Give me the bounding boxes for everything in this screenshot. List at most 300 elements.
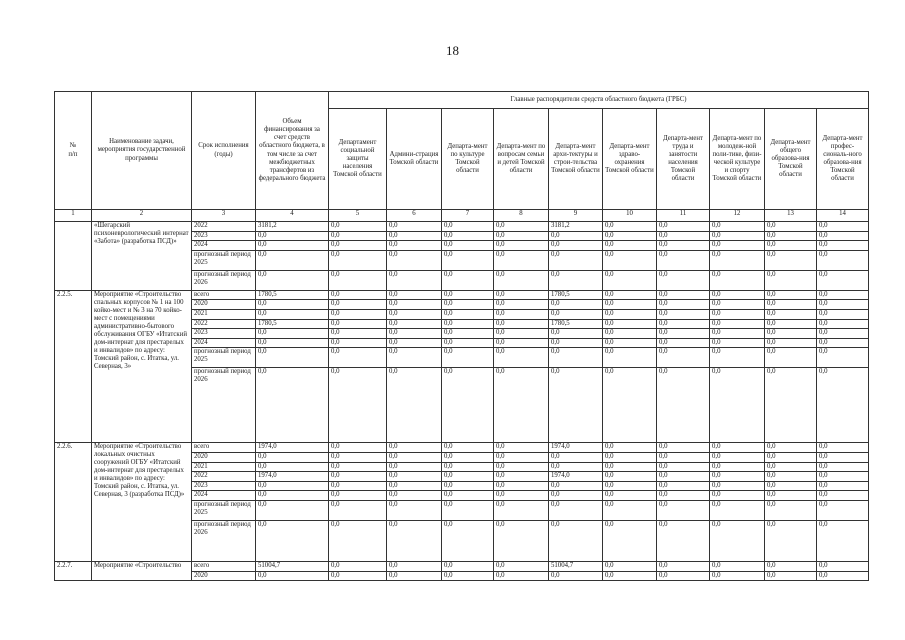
row-term: 2020 [192,452,256,462]
row-term: 2020 [192,300,256,310]
row-value: 0,0 [494,329,549,339]
row-value: 0,0 [494,270,549,290]
row-value: 0,0 [442,571,494,581]
row-value: 0,0 [657,270,710,290]
row-value: 0,0 [603,561,657,571]
row-value: 0,0 [387,481,442,491]
row-value: 0,0 [387,319,442,329]
column-number: 1 [55,210,92,222]
header-grbs-9: Департа-мент общего образова-ния Томской области [765,109,817,210]
row-value: 0,0 [657,481,710,491]
column-number: 13 [765,210,817,222]
row-term: всего [192,443,256,453]
row-value: 0,0 [710,290,765,300]
row-value: 0,0 [494,462,549,472]
row-value: 0,0 [710,329,765,339]
row-value: 0,0 [256,571,329,581]
row-value: 0,0 [817,329,869,339]
column-number: 10 [603,210,657,222]
row-value: 0,0 [387,368,442,443]
row-value: 0,0 [765,491,817,501]
row-value: 0,0 [603,452,657,462]
column-number: 2 [92,210,192,222]
column-number: 14 [817,210,869,222]
row-value: 0,0 [329,348,387,368]
row-value: 0,0 [387,222,442,232]
row-value: 0,0 [387,329,442,339]
row-value: 0,0 [387,561,442,571]
row-value: 0,0 [549,231,603,241]
row-name: Мероприятие «Строительство [92,561,192,580]
row-value: 0,0 [710,443,765,453]
header-grbs-2: Админи-страция Томской области [387,109,442,210]
financing-table [54,91,869,581]
row-value: 0,0 [603,270,657,290]
row-term: 2024 [192,338,256,348]
row-value: 0,0 [256,368,329,443]
row-value: 1974,0 [256,443,329,453]
row-value: 0,0 [765,452,817,462]
row-value: 0,0 [657,231,710,241]
row-term: 2022 [192,222,256,232]
row-value: 0,0 [494,231,549,241]
column-number: 11 [657,210,710,222]
row-value: 0,0 [442,309,494,319]
row-value: 0,0 [603,300,657,310]
row-value: 0,0 [387,270,442,290]
row-value: 0,0 [442,250,494,270]
row-value: 0,0 [817,481,869,491]
column-number: 12 [710,210,765,222]
row-value: 0,0 [549,338,603,348]
row-value: 0,0 [765,250,817,270]
row-value: 0,0 [710,309,765,319]
row-value: 0,0 [442,290,494,300]
row-value: 0,0 [603,462,657,472]
row-value: 0,0 [549,368,603,443]
row-value: 0,0 [494,290,549,300]
row-value: 0,0 [329,491,387,501]
page-number: 18 [446,43,459,58]
row-value: 3181,2 [549,222,603,232]
row-value: 0,0 [817,452,869,462]
row-value: 0,0 [603,481,657,491]
row-value: 51004,7 [256,561,329,571]
header-no: № п/п [55,92,92,210]
row-value: 0,0 [329,290,387,300]
row-value: 0,0 [603,319,657,329]
row-value: 0,0 [387,300,442,310]
row-value: 0,0 [603,231,657,241]
row-value: 0,0 [710,338,765,348]
row-value: 0,0 [710,222,765,232]
row-value: 0,0 [817,222,869,232]
row-value: 0,0 [549,481,603,491]
row-value: 0,0 [494,348,549,368]
row-value: 0,0 [387,290,442,300]
header-grbs-5: Департа-мент архи-тектуры и строи-тельства Томской области [549,109,603,210]
row-value: 0,0 [657,241,710,251]
row-value: 0,0 [442,452,494,462]
row-value: 0,0 [710,319,765,329]
row-value: 0,0 [329,443,387,453]
row-value: 0,0 [657,571,710,581]
row-value: 0,0 [817,270,869,290]
row-value: 0,0 [329,452,387,462]
header-name: Наименование задачи, мероприятия государственной программы [92,92,192,210]
header-grbs: Главные распорядители средств областного бюджета (ГРБС) [329,92,869,109]
row-value: 0,0 [817,500,869,520]
row-value: 0,0 [494,520,549,561]
row-value: 0,0 [710,491,765,501]
row-value: 0,0 [817,338,869,348]
row-value: 0,0 [817,231,869,241]
row-value: 0,0 [603,368,657,443]
row-value: 0,0 [329,472,387,482]
column-number: 9 [549,210,603,222]
table-row [55,443,869,453]
row-value: 0,0 [817,491,869,501]
row-value: 0,0 [657,290,710,300]
header-grbs-1: Департамент социальной защиты населения Томской области [329,109,387,210]
row-name: «Шегарский психоневрологический интернат «Забота» (разработка ПСД)» [92,222,192,291]
row-term: всего [192,561,256,571]
row-value: 0,0 [710,520,765,561]
row-value: 0,0 [494,309,549,319]
header-grbs-4: Департа-мент по вопросам семьи и детей Томской области [494,109,549,210]
row-value: 0,0 [442,270,494,290]
row-value: 0,0 [494,250,549,270]
row-value: 51004,7 [549,561,603,571]
row-value: 1780,5 [549,319,603,329]
row-value: 0,0 [657,222,710,232]
row-term: 2024 [192,491,256,501]
row-value: 0,0 [329,329,387,339]
row-value: 1974,0 [549,472,603,482]
row-value: 0,0 [765,231,817,241]
row-value: 0,0 [329,222,387,232]
column-number: 8 [494,210,549,222]
row-value: 0,0 [603,472,657,482]
row-value: 0,0 [329,338,387,348]
row-value: 0,0 [657,491,710,501]
row-value: 0,0 [494,319,549,329]
row-value: 0,0 [329,300,387,310]
row-value: 0,0 [256,452,329,462]
row-value: 0,0 [710,231,765,241]
row-value: 0,0 [442,348,494,368]
row-value: 0,0 [765,300,817,310]
row-value: 0,0 [442,481,494,491]
row-value: 0,0 [817,462,869,472]
header-grbs-7: Департа-мент труда и занятости населения Томской области [657,109,710,210]
row-value: 0,0 [256,462,329,472]
row-value: 0,0 [710,368,765,443]
row-value: 0,0 [442,561,494,571]
row-value: 0,0 [329,561,387,571]
column-number: 3 [192,210,256,222]
row-term: прогнозный период 2026 [192,520,256,561]
row-value: 0,0 [387,241,442,251]
row-code: 2.2.7. [55,561,92,580]
column-number: 7 [442,210,494,222]
row-term: 2020 [192,571,256,581]
row-value: 0,0 [765,443,817,453]
row-value: 0,0 [549,348,603,368]
row-value: 0,0 [765,309,817,319]
row-value: 0,0 [442,241,494,251]
row-value: 3181,2 [256,222,329,232]
row-value: 0,0 [256,338,329,348]
row-value: 0,0 [765,571,817,581]
row-value: 0,0 [256,231,329,241]
row-value: 0,0 [329,571,387,581]
row-value: 0,0 [442,520,494,561]
row-value: 0,0 [603,500,657,520]
row-value: 0,0 [494,338,549,348]
row-value: 0,0 [494,571,549,581]
row-code [55,222,92,291]
row-value: 0,0 [549,270,603,290]
row-value: 0,0 [765,462,817,472]
row-term: 2024 [192,241,256,251]
row-code: 2.2.5. [55,290,92,443]
row-value: 0,0 [442,319,494,329]
row-value: 0,0 [387,452,442,462]
row-value: 0,0 [765,222,817,232]
row-name: Мероприятие «Строительство спальных корпусов № 1 на 100 койко-мест и № 3 на 70 койко-мест с помещениями административно-бытового обслуживания ОГБУ «Итатский дом-интернат для престарелых и инвалидов» по адресу: Томский район, с. Итатка, ул. Северная, 3» [92,290,192,443]
row-value: 0,0 [657,338,710,348]
row-value: 0,0 [765,329,817,339]
row-value: 0,0 [710,300,765,310]
row-value: 0,0 [256,250,329,270]
row-value: 0,0 [657,443,710,453]
row-value: 0,0 [603,520,657,561]
row-value: 0,0 [765,561,817,571]
row-value: 0,0 [442,462,494,472]
row-term: 2021 [192,462,256,472]
row-value: 0,0 [657,319,710,329]
row-value: 0,0 [549,520,603,561]
row-value: 0,0 [256,348,329,368]
header-grbs-8: Департа-мент по молодеж-ной поли-тике, физи-ческой культуре и спорту Томской области [710,109,765,210]
row-value: 0,0 [603,250,657,270]
row-value: 0,0 [657,452,710,462]
row-value: 0,0 [549,452,603,462]
row-value: 0,0 [329,241,387,251]
row-value: 0,0 [710,500,765,520]
row-value: 0,0 [657,348,710,368]
row-value: 0,0 [710,462,765,472]
row-value: 0,0 [657,250,710,270]
row-value: 0,0 [494,222,549,232]
row-value: 0,0 [765,481,817,491]
row-value: 0,0 [387,309,442,319]
row-code: 2.2.6. [55,443,92,562]
row-value: 0,0 [657,500,710,520]
row-value: 0,0 [710,348,765,368]
row-value: 0,0 [494,241,549,251]
row-value: 1780,5 [256,290,329,300]
row-value: 0,0 [549,500,603,520]
row-name: Мероприятие «Строительство локальных очистных сооружений ОГБУ «Итатский дом-интернат для престарелых и инвалидов» по адресу: Томский район, с. Итатка, ул. Северная, 3 (разработка ПСД)» [92,443,192,562]
row-value: 0,0 [329,500,387,520]
row-value: 0,0 [494,368,549,443]
row-value: 1974,0 [549,443,603,453]
header-grbs-3: Департа-мент по культуре Томской области [442,109,494,210]
row-value: 0,0 [817,300,869,310]
row-value: 0,0 [387,491,442,501]
row-value: 0,0 [494,481,549,491]
row-value: 0,0 [603,222,657,232]
row-value: 0,0 [442,222,494,232]
row-value: 0,0 [603,348,657,368]
row-value: 0,0 [765,241,817,251]
row-value: 0,0 [549,309,603,319]
row-value: 0,0 [387,231,442,241]
row-value: 0,0 [710,472,765,482]
row-value: 0,0 [549,462,603,472]
row-value: 0,0 [256,241,329,251]
header-volume: Объем финансирования за счет средств областного бюджета, в том числе за счет межбюджетных трансфертов из федерального бюджета [256,92,329,210]
row-value: 0,0 [329,231,387,241]
row-value: 0,0 [387,348,442,368]
row-term: 2022 [192,472,256,482]
row-value: 0,0 [817,561,869,571]
row-term: 2021 [192,309,256,319]
row-value: 0,0 [329,462,387,472]
row-value: 0,0 [710,250,765,270]
row-value: 0,0 [817,309,869,319]
row-value: 0,0 [710,561,765,571]
row-value: 0,0 [494,491,549,501]
row-value: 0,0 [256,270,329,290]
row-value: 0,0 [603,571,657,581]
row-value: 0,0 [256,300,329,310]
row-term: прогнозный период 2026 [192,270,256,290]
header-grbs-10: Департа-мент профес-сиональ-ного образова-ния Томской области [817,109,869,210]
row-value: 0,0 [765,472,817,482]
row-term: прогнозный период 2026 [192,368,256,443]
row-value: 0,0 [710,571,765,581]
row-value: 0,0 [549,571,603,581]
row-value: 0,0 [765,500,817,520]
row-value: 0,0 [603,443,657,453]
row-value: 0,0 [387,462,442,472]
row-value: 1780,5 [549,290,603,300]
row-value: 0,0 [494,300,549,310]
row-value: 0,0 [494,452,549,462]
row-term: 2022 [192,319,256,329]
row-value: 0,0 [603,329,657,339]
row-value: 0,0 [657,472,710,482]
row-value: 0,0 [765,270,817,290]
row-value: 0,0 [329,270,387,290]
row-term: 2023 [192,329,256,339]
row-value: 0,0 [256,309,329,319]
row-value: 0,0 [387,443,442,453]
row-value: 0,0 [494,443,549,453]
row-term: 2023 [192,481,256,491]
table-row [55,561,869,571]
row-value: 1974,0 [256,472,329,482]
row-value: 0,0 [817,443,869,453]
row-term: прогнозный период 2025 [192,500,256,520]
row-value: 0,0 [710,241,765,251]
row-value: 0,0 [549,250,603,270]
row-value: 0,0 [549,300,603,310]
row-value: 0,0 [603,491,657,501]
row-term: прогнозный период 2025 [192,250,256,270]
row-value: 0,0 [765,290,817,300]
row-term: 2023 [192,231,256,241]
row-value: 0,0 [442,443,494,453]
row-value: 0,0 [765,368,817,443]
row-value: 0,0 [765,338,817,348]
header-term: Срок исполнения (годы) [192,92,256,210]
row-value: 0,0 [494,472,549,482]
row-value: 0,0 [329,520,387,561]
row-value: 0,0 [442,472,494,482]
column-number: 4 [256,210,329,222]
row-value: 0,0 [603,338,657,348]
row-value: 0,0 [817,520,869,561]
row-value: 0,0 [442,491,494,501]
row-value: 0,0 [817,250,869,270]
row-value: 0,0 [710,270,765,290]
row-value: 0,0 [657,300,710,310]
row-value: 0,0 [442,338,494,348]
row-value: 0,0 [256,491,329,501]
row-value: 0,0 [817,241,869,251]
row-value: 0,0 [603,241,657,251]
row-value: 0,0 [256,481,329,491]
row-value: 0,0 [387,520,442,561]
row-value: 0,0 [442,329,494,339]
row-term: прогнозный период 2025 [192,348,256,368]
row-value: 0,0 [549,491,603,501]
row-value: 0,0 [256,520,329,561]
row-value: 1780,5 [256,319,329,329]
row-value: 0,0 [329,250,387,270]
row-value: 0,0 [603,290,657,300]
row-value: 0,0 [657,329,710,339]
row-value: 0,0 [387,338,442,348]
row-value: 0,0 [442,231,494,241]
table-row [55,290,869,300]
header-grbs-6: Департа-мент здраво-охранения Томской области [603,109,657,210]
column-number: 5 [329,210,387,222]
row-term: всего [192,290,256,300]
row-value: 0,0 [657,520,710,561]
row-value: 0,0 [329,309,387,319]
table-row [55,222,869,232]
row-value: 0,0 [657,309,710,319]
row-value: 0,0 [657,462,710,472]
row-value: 0,0 [817,571,869,581]
column-number: 6 [387,210,442,222]
row-value: 0,0 [387,250,442,270]
row-value: 0,0 [442,368,494,443]
row-value: 0,0 [387,571,442,581]
row-value: 0,0 [817,319,869,329]
row-value: 0,0 [765,348,817,368]
row-value: 0,0 [817,290,869,300]
row-value: 0,0 [710,452,765,462]
row-value: 0,0 [494,561,549,571]
row-value: 0,0 [549,241,603,251]
row-value: 0,0 [256,329,329,339]
